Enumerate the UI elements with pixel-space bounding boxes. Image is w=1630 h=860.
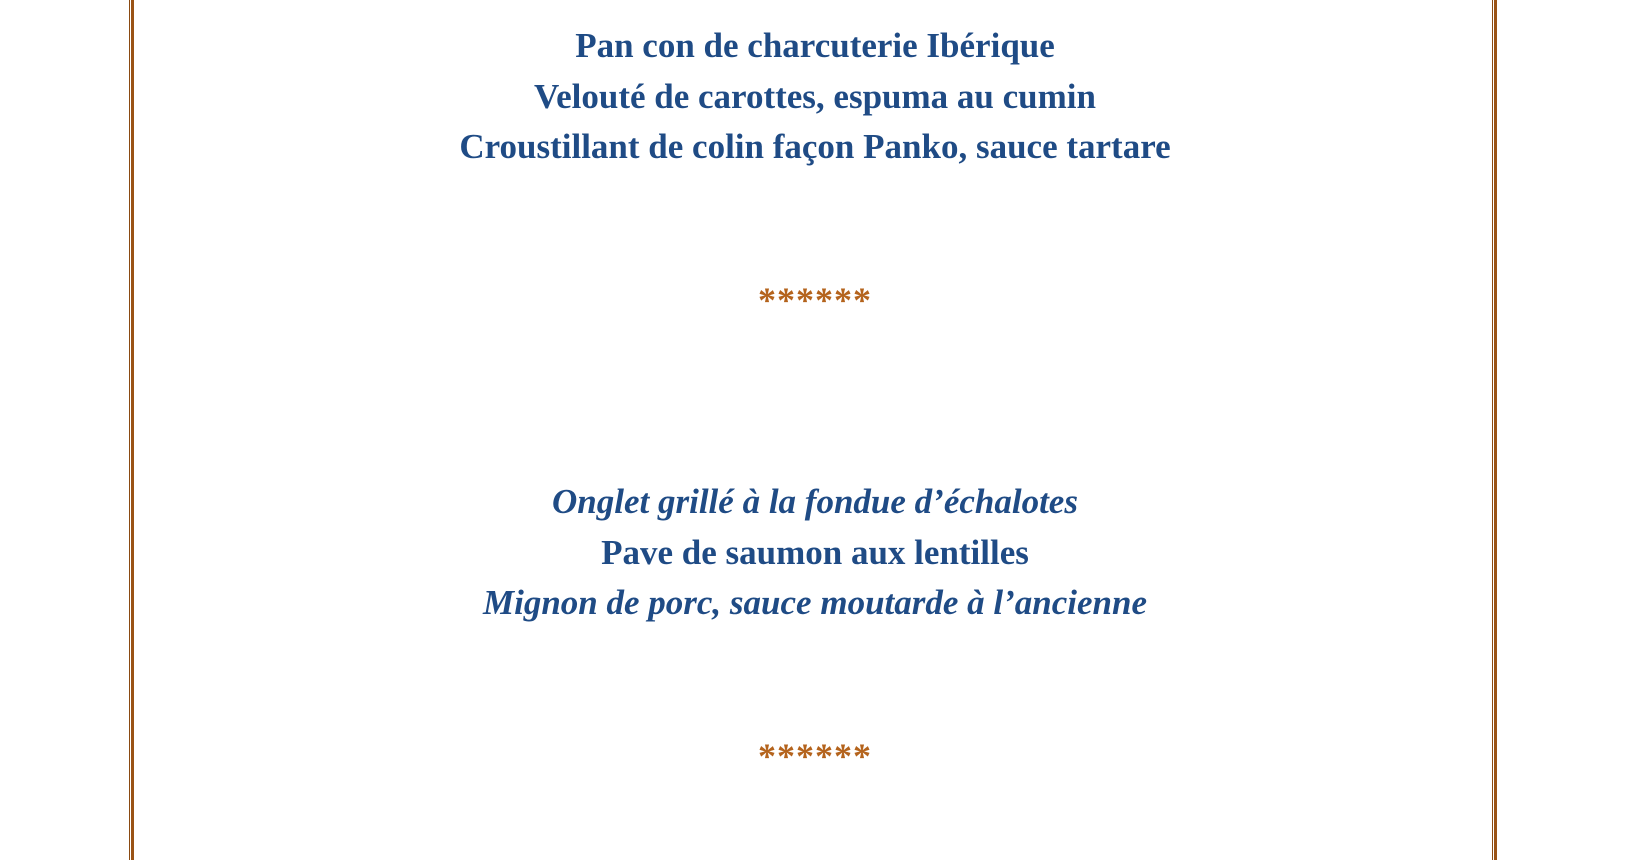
main-item-3: Mignon de porc, sauce moutarde à l’ancienne (482, 583, 1148, 622)
main-item-1: Onglet grillé à la fondue d’échalotes (552, 482, 1078, 521)
section-separator-1: ****** (758, 280, 872, 320)
starter-item-2: Velouté de carottes, espuma au cumin (534, 77, 1096, 116)
starter-item-3: Croustillant de colin façon Panko, sauce tartare (459, 127, 1171, 166)
section-separator-2: ****** (758, 736, 872, 776)
main-item-2: Pave de saumon aux lentilles (601, 533, 1029, 572)
starter-item-1: Pan con de charcuterie Ibérique (575, 26, 1055, 65)
